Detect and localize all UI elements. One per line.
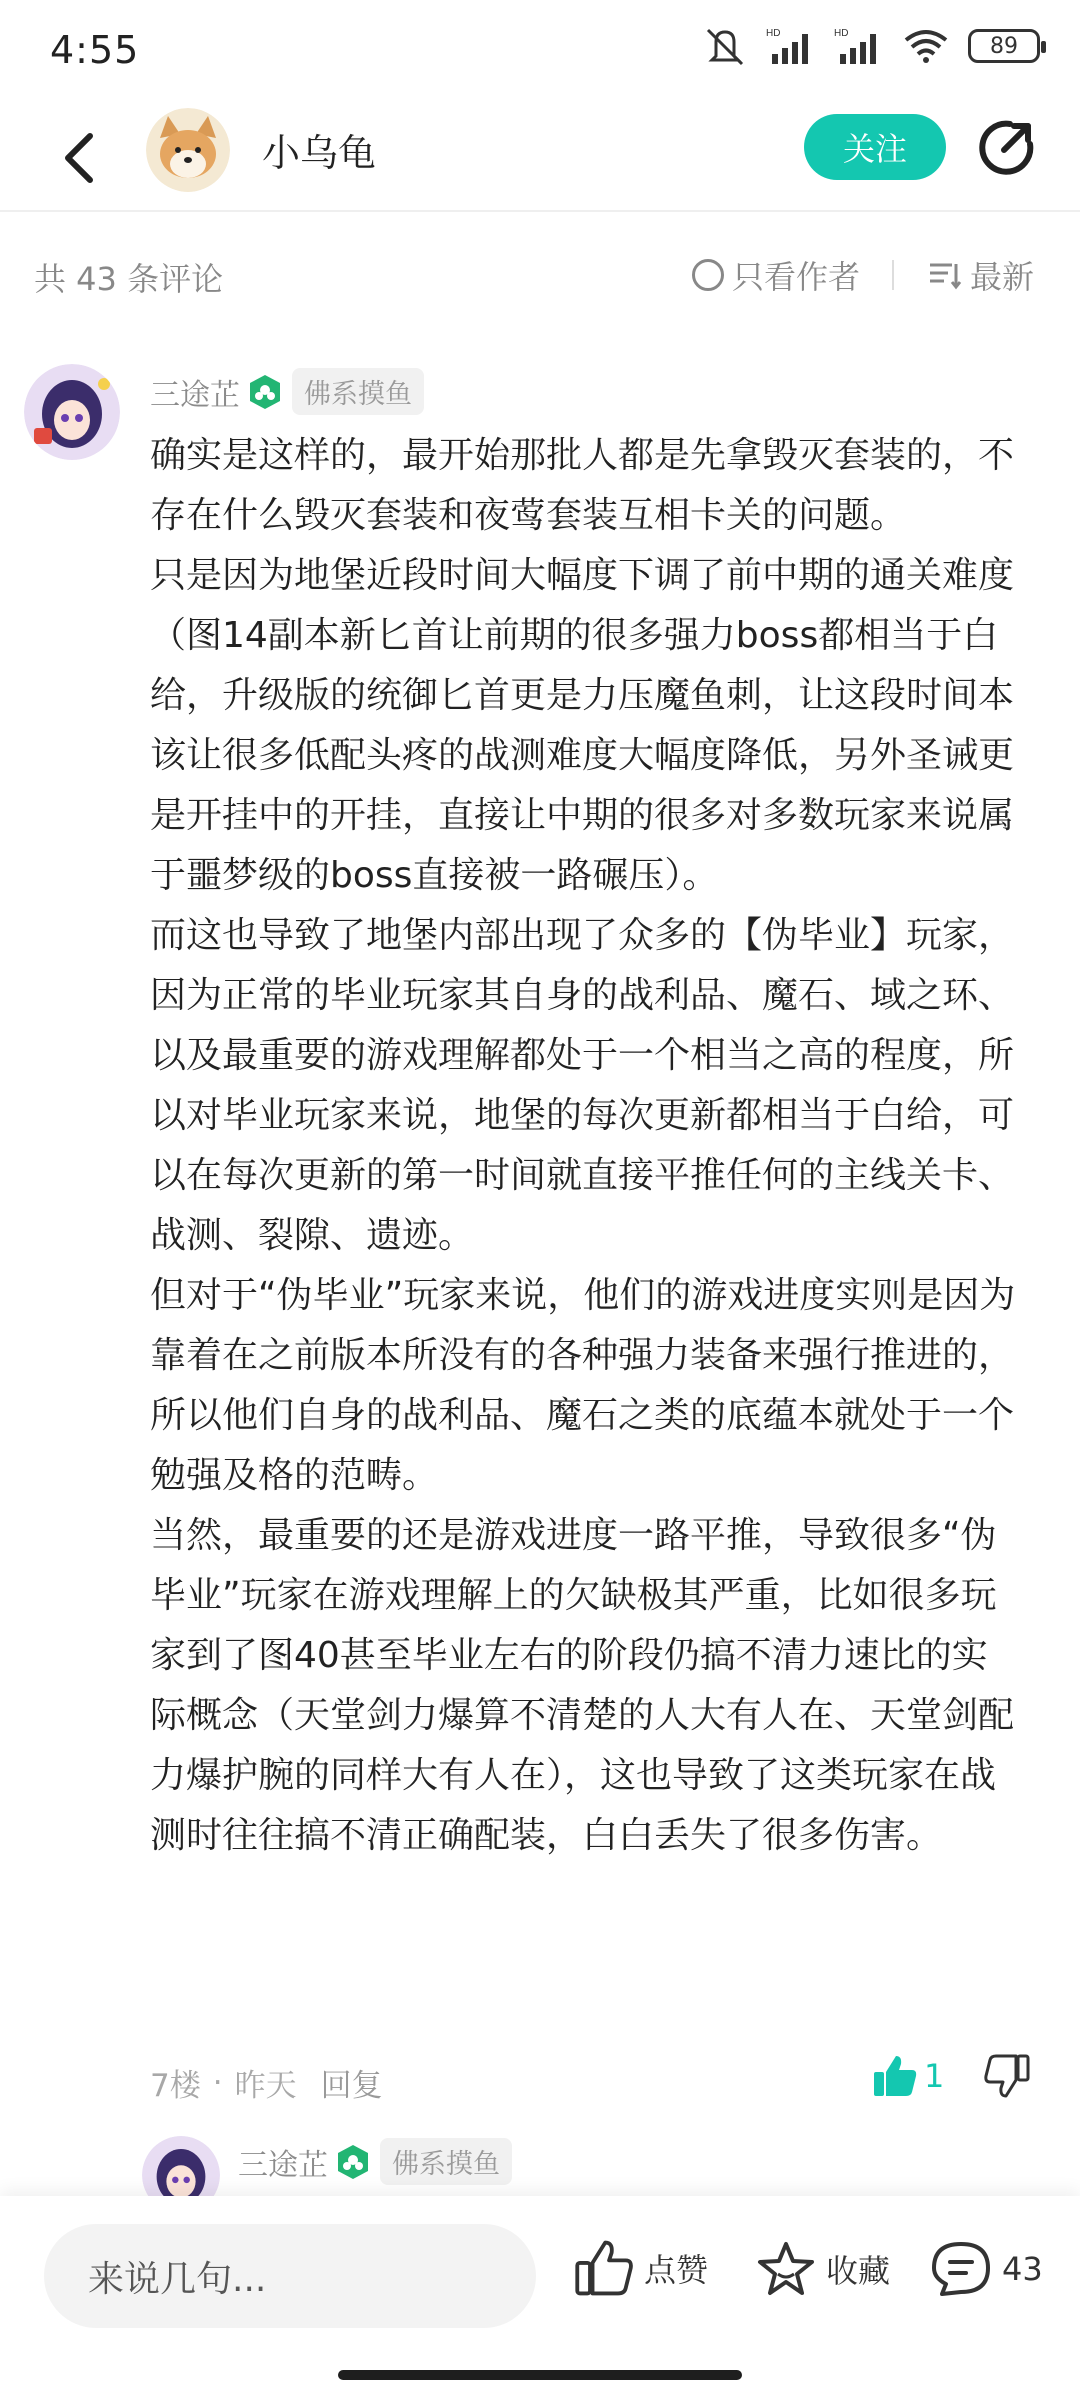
like-action-button[interactable]	[574, 2240, 708, 2296]
comments-count: 43	[1002, 2250, 1043, 2288]
like-button[interactable]	[872, 2054, 944, 2098]
reply-item	[0, 2130, 1080, 2200]
author-avatar[interactable]	[146, 108, 230, 192]
star-icon	[756, 2240, 816, 2298]
mute-icon	[702, 26, 748, 66]
comment-input[interactable]: 来说几句...	[44, 2224, 536, 2328]
comments-toolbar	[0, 240, 1080, 310]
user-tag: 佛系摸鱼	[380, 2138, 512, 2185]
thumb-down-icon[interactable]	[984, 2054, 1030, 2098]
separator-dot: ·	[212, 2064, 223, 2101]
comment-count: 共 43 条评论	[34, 260, 224, 298]
comment-paragraph: 只是因为地堡近段时间大幅度下调了前中期的通关难度（图14副本新匕首让前期的很多强力boss都相当于白给，升级版的统御匕首更是力压魔鱼刺，让这段时间本该让很多低配头疼的战测难度大幅度降低，另外圣诫更是开挂中的开挂，直接让中期的很多对多数玩家来说属于噩梦级的boss直接被一路碾压）。	[150, 555, 1015, 896]
level-badge-icon	[246, 373, 284, 411]
thumb-up-icon	[574, 2240, 634, 2296]
divider	[892, 260, 894, 290]
comment-paragraph: 但对于“伪毕业”玩家来说，他们的游戏进度实则是因为靠着在之前版本所没有的各种强力装备来强行推进的，所以他们自身的战利品、魔石之类的底蕴本就处于一个勉强及格的范畴。	[150, 1275, 1016, 1496]
signal-icon	[834, 26, 884, 66]
sort-icon	[928, 260, 962, 290]
back-arrow-icon[interactable]	[50, 122, 110, 192]
battery-indicator: 89	[968, 29, 1040, 63]
favorite-button[interactable]	[756, 2240, 890, 2298]
comment-user-row	[150, 368, 424, 415]
only-author-label: 只看作者	[732, 258, 861, 296]
top-nav-bar	[0, 100, 1080, 212]
sort-toggle[interactable]	[928, 252, 1034, 298]
favorite-label: 收藏	[826, 2252, 891, 2290]
level-badge-icon	[334, 2143, 372, 2181]
reply-button[interactable]: 回复	[320, 2068, 383, 2104]
comment-time: 昨天	[234, 2068, 297, 2104]
sort-label: 最新	[970, 258, 1035, 296]
comment-text	[150, 426, 1020, 1866]
author-name: 小乌龟	[262, 131, 377, 175]
thumb-up-icon	[872, 2054, 918, 2098]
comment-bubble-icon	[930, 2240, 992, 2298]
svg-text:HD: HD	[834, 28, 849, 39]
like-count: 1	[924, 2057, 945, 2095]
avatar[interactable]	[24, 364, 120, 460]
comment-paragraph: 当然，最重要的还是游戏进度一路平推，导致很多“伪毕业”玩家在游戏理解上的欠缺极其严重，比如很多玩家到了图40甚至毕业左右的阶段仍搞不清力速比的实际概念（天堂剑力爆算不清楚的人大有人在、天堂剑配力爆护腕的同样大有人在），这也导致了这类玩家在战测时往往搞不清正确配装，白白丢失了很多伤害。	[150, 1515, 1015, 1856]
share-icon[interactable]	[974, 116, 1038, 180]
circle-radio-icon	[692, 259, 724, 291]
comment-paragraph: 而这也导致了地堡内部出现了众多的【伪毕业】玩家，因为正常的毕业玩家其自身的战利品、魔石、域之环、以及最重要的游戏理解都处于一个相当之高的程度，所以对毕业玩家来说，地堡的每次更新都相当于白给，可以在每次更新的第一时间就直接平推任何的主线关卡、战测、裂隙、遗迹。	[150, 915, 1015, 1256]
username[interactable]: 三途芷	[150, 377, 240, 413]
only-author-toggle[interactable]	[692, 252, 860, 298]
username[interactable]: 三途芷	[238, 2147, 328, 2183]
svg-text:HD: HD	[766, 28, 781, 39]
status-icons	[702, 26, 1040, 66]
signal-icon	[766, 26, 816, 66]
home-indicator[interactable]	[338, 2370, 742, 2380]
comment-paragraph: 确实是这样的，最开始那批人都是先拿毁灭套装的，不存在什么毁灭套装和夜莺套装互相卡关的问题。	[150, 435, 1015, 536]
follow-button[interactable]: 关注	[804, 114, 946, 180]
comment-meta	[150, 2060, 383, 2105]
user-tag: 佛系摸鱼	[292, 368, 424, 415]
floor-number: 7楼	[150, 2068, 201, 2104]
status-time: 4:55	[50, 28, 140, 72]
bottom-action-bar	[0, 2196, 1080, 2400]
comments-button[interactable]	[930, 2240, 1043, 2298]
reply-user-row	[238, 2138, 512, 2185]
wifi-icon	[902, 26, 950, 66]
like-label: 点赞	[644, 2251, 709, 2289]
status-bar	[0, 0, 1080, 100]
